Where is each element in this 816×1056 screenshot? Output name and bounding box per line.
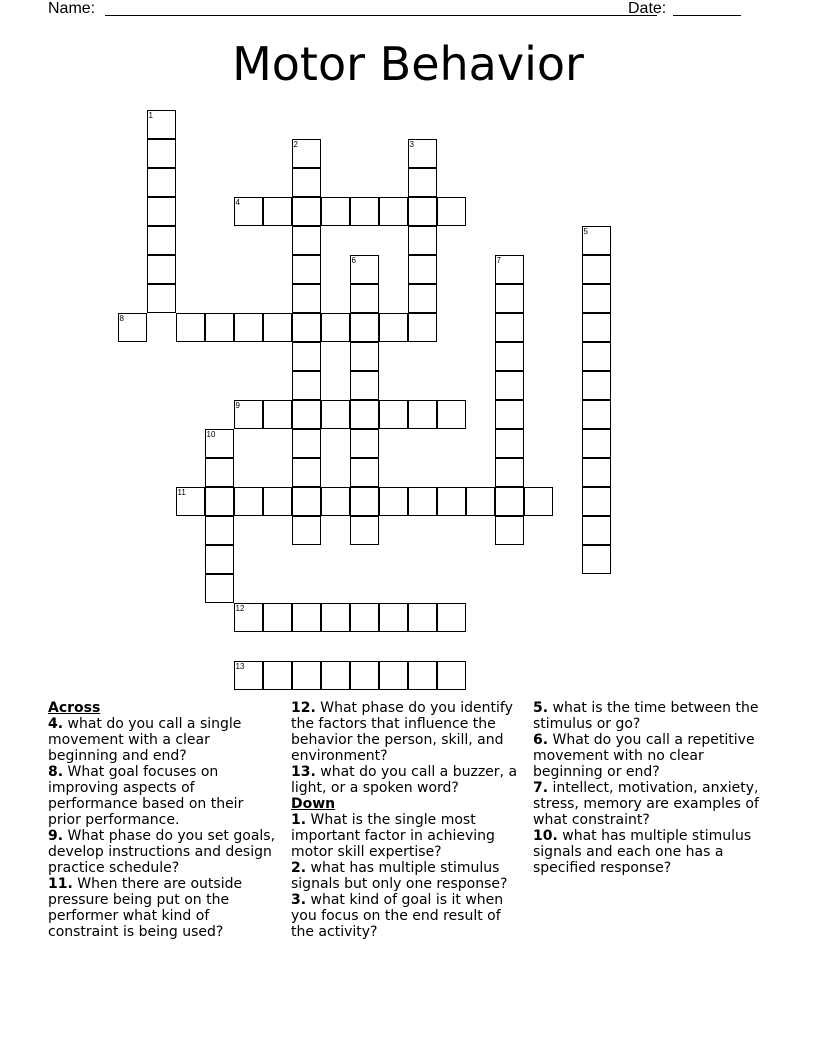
crossword-cell[interactable] (437, 487, 466, 516)
crossword-cell[interactable] (292, 603, 321, 632)
crossword-cell[interactable] (176, 313, 205, 342)
crossword-cell[interactable] (350, 487, 379, 516)
crossword-cell[interactable] (263, 661, 292, 690)
crossword-cell[interactable] (350, 313, 379, 342)
crossword-cell[interactable] (234, 603, 263, 632)
crossword-cell[interactable] (495, 255, 524, 284)
crossword-cell[interactable] (408, 226, 437, 255)
crossword-cell[interactable] (321, 197, 350, 226)
down-heading: Down (291, 796, 336, 812)
crossword-cell[interactable] (321, 661, 350, 690)
crossword-cell[interactable] (263, 197, 292, 226)
crossword-cell[interactable] (408, 284, 437, 313)
crossword-cell[interactable] (147, 197, 176, 226)
clue-item (291, 764, 523, 796)
crossword-cell[interactable] (147, 168, 176, 197)
clue-item-number: 13. (291, 764, 316, 780)
clue-item-text: What phase do you identify the factors that influence the behavior the person, skill, and environment? (291, 700, 513, 764)
clue-item-text: What is the single most important factor in achieving motor skill expertise? (291, 812, 495, 860)
crossword-cell[interactable] (205, 574, 234, 603)
clue-number: 2 (293, 139, 298, 149)
across-heading: Across (48, 700, 101, 716)
clue-item-text: what has multiple stimulus signals and each one has a specified response? (533, 828, 752, 876)
crossword-cell[interactable] (524, 487, 553, 516)
clue-item-number: 9. (48, 828, 64, 844)
crossword-cell[interactable] (582, 458, 611, 487)
down-clue-list-1 (291, 812, 523, 940)
crossword-cell[interactable] (350, 458, 379, 487)
crossword-cell[interactable] (582, 255, 611, 284)
clue-item-text: What do you call a repetitive movement with no clear beginning or end? (533, 732, 755, 780)
crossword-cell[interactable] (350, 661, 379, 690)
crossword-cell[interactable] (263, 603, 292, 632)
crossword-cell[interactable] (379, 400, 408, 429)
crossword-cell[interactable] (292, 429, 321, 458)
clue-number: 8 (119, 313, 124, 323)
crossword-cell[interactable] (234, 197, 263, 226)
crossword-cell[interactable] (147, 255, 176, 284)
clue-item-text: When there are outside pressure being put on the performer what kind of constraint is being used? (48, 876, 243, 940)
clue-number: 12 (235, 603, 245, 613)
crossword-cell[interactable] (234, 661, 263, 690)
crossword-cell[interactable] (205, 516, 234, 545)
crossword-cell[interactable] (176, 487, 205, 516)
crossword-cell[interactable] (350, 342, 379, 371)
page-title: Motor Behavior (232, 37, 584, 91)
crossword-cell[interactable] (408, 603, 437, 632)
clue-number: 6 (351, 255, 356, 265)
clue-number: 13 (235, 661, 245, 671)
clue-number: 1 (148, 110, 153, 120)
crossword-cell[interactable] (408, 168, 437, 197)
crossword-cell[interactable] (408, 313, 437, 342)
clue-item (291, 700, 523, 764)
crossword-cell[interactable] (350, 255, 379, 284)
crossword-cell[interactable] (379, 197, 408, 226)
clues-column-3 (533, 700, 768, 876)
crossword-cell[interactable] (292, 400, 321, 429)
clue-item-number: 5. (533, 700, 549, 716)
crossword-cell[interactable] (350, 603, 379, 632)
crossword-cell[interactable] (437, 197, 466, 226)
clue-item-text: What goal focuses on improving aspects of performance based on their prior performance. (48, 764, 244, 828)
crossword-cell[interactable] (321, 487, 350, 516)
clue-item (291, 860, 523, 892)
crossword-cell[interactable] (147, 139, 176, 168)
clue-item-number: 11. (48, 876, 73, 892)
crossword-cell[interactable] (118, 313, 147, 342)
crossword-cell[interactable] (292, 487, 321, 516)
clue-number: 3 (409, 139, 414, 149)
clues-column-1 (48, 700, 280, 940)
crossword-cell[interactable] (408, 661, 437, 690)
clue-item (533, 700, 768, 732)
crossword-cell[interactable] (292, 197, 321, 226)
clue-item-number: 12. (291, 700, 316, 716)
crossword-cell[interactable] (292, 139, 321, 168)
crossword-cell[interactable] (263, 487, 292, 516)
crossword-cell[interactable] (292, 255, 321, 284)
clue-item-text: what do you call a buzzer, a light, or a spoken word? (291, 764, 518, 796)
crossword-cell[interactable] (582, 342, 611, 371)
clue-number: 10 (206, 429, 216, 439)
date-label: Date: (628, 0, 667, 17)
clue-number: 11 (177, 487, 186, 497)
crossword-cell[interactable] (292, 313, 321, 342)
clue-item (533, 828, 768, 876)
clue-item-number: 3. (291, 892, 307, 908)
crossword-cell[interactable] (495, 487, 524, 516)
crossword-cell[interactable] (292, 371, 321, 400)
crossword-cell[interactable] (495, 371, 524, 400)
crossword-cell[interactable] (437, 603, 466, 632)
crossword-cell[interactable] (437, 400, 466, 429)
clue-number: 9 (235, 400, 240, 410)
clue-item-number: 10. (533, 828, 558, 844)
crossword-cell[interactable] (582, 284, 611, 313)
crossword-cell[interactable] (379, 313, 408, 342)
crossword-cell[interactable] (582, 487, 611, 516)
across-clue-list-1 (48, 716, 280, 940)
down-clue-list-2 (533, 700, 768, 876)
crossword-cell[interactable] (350, 429, 379, 458)
crossword-cell[interactable] (292, 661, 321, 690)
crossword-cell[interactable] (147, 226, 176, 255)
crossword-cell[interactable] (495, 429, 524, 458)
clue-number: 4 (235, 197, 240, 207)
crossword-cell[interactable] (379, 603, 408, 632)
clue-item-text: intellect, motivation, anxiety, stress, memory are examples of what constraint? (533, 780, 759, 828)
crossword-cell[interactable] (147, 110, 176, 139)
crossword-cell[interactable] (292, 284, 321, 313)
clue-item-text: what kind of goal is it when you focus on the end result of the activity? (291, 892, 504, 940)
clue-item (533, 732, 768, 780)
crossword-cell[interactable] (582, 313, 611, 342)
clue-item (291, 812, 523, 860)
crossword-cell[interactable] (263, 313, 292, 342)
clue-item-text: What phase do you set goals, develop instructions and design practice schedule? (48, 828, 276, 876)
crossword-cell[interactable] (582, 371, 611, 400)
clue-number: 5 (583, 226, 588, 236)
crossword-cell[interactable] (205, 429, 234, 458)
crossword-cell[interactable] (292, 458, 321, 487)
crossword-cell[interactable] (350, 516, 379, 545)
clue-item-number: 8. (48, 764, 64, 780)
crossword-cell[interactable] (495, 458, 524, 487)
crossword-cell[interactable] (408, 487, 437, 516)
clue-item-number: 1. (291, 812, 307, 828)
crossword-cell[interactable] (234, 487, 263, 516)
crossword-cell[interactable] (495, 313, 524, 342)
crossword-cell[interactable] (408, 139, 437, 168)
crossword-cell[interactable] (495, 516, 524, 545)
crossword-cell[interactable] (205, 487, 234, 516)
crossword-cell[interactable] (321, 313, 350, 342)
crossword-cell[interactable] (582, 226, 611, 255)
clue-item-number: 2. (291, 860, 307, 876)
crossword-cell[interactable] (205, 545, 234, 574)
crossword-cell[interactable] (582, 400, 611, 429)
crossword-cell[interactable] (466, 487, 495, 516)
crossword-cell[interactable] (292, 226, 321, 255)
clues-column-2 (291, 700, 523, 940)
clue-item-number: 6. (533, 732, 549, 748)
crossword-cell[interactable] (263, 400, 292, 429)
crossword-cell[interactable] (379, 661, 408, 690)
clue-item (291, 892, 523, 940)
clue-item-number: 4. (48, 716, 64, 732)
clue-item-text: what has multiple stimulus signals but only one response? (291, 860, 508, 892)
crossword-cell[interactable] (292, 342, 321, 371)
crossword-cell[interactable] (234, 313, 263, 342)
crossword-cell[interactable] (582, 516, 611, 545)
clue-item (48, 716, 280, 764)
crossword-cell[interactable] (292, 168, 321, 197)
crossword-cell[interactable] (350, 371, 379, 400)
clue-item (48, 876, 280, 940)
crossword-cell[interactable] (205, 313, 234, 342)
crossword-cell[interactable] (495, 400, 524, 429)
crossword-cell[interactable] (205, 458, 234, 487)
crossword-cell[interactable] (350, 400, 379, 429)
clue-item (533, 780, 768, 828)
crossword-cell[interactable] (495, 284, 524, 313)
crossword-cell[interactable] (495, 342, 524, 371)
name-label: Name: (48, 0, 96, 17)
crossword-cell[interactable] (234, 400, 263, 429)
crossword-cell[interactable] (147, 284, 176, 313)
clue-item-text: what do you call a single movement with a clear beginning and end? (48, 716, 242, 764)
crossword-cell[interactable] (379, 487, 408, 516)
clue-item (48, 828, 280, 876)
clue-number: 7 (496, 255, 501, 265)
crossword-cell[interactable] (582, 545, 611, 574)
clue-item-number: 7. (533, 780, 549, 796)
crossword-cell[interactable] (292, 516, 321, 545)
across-clue-list-2 (291, 700, 523, 796)
crossword-cell[interactable] (350, 197, 379, 226)
crossword-cell[interactable] (408, 400, 437, 429)
crossword-cell[interactable] (321, 603, 350, 632)
crossword-cell[interactable] (408, 255, 437, 284)
crossword-cell[interactable] (350, 284, 379, 313)
crossword-cell[interactable] (321, 400, 350, 429)
clue-item-text: what is the time between the stimulus or go? (533, 700, 759, 732)
crossword-cell[interactable] (437, 661, 466, 690)
clue-item (48, 764, 280, 828)
crossword-cell[interactable] (582, 429, 611, 458)
crossword-cell[interactable] (408, 197, 437, 226)
